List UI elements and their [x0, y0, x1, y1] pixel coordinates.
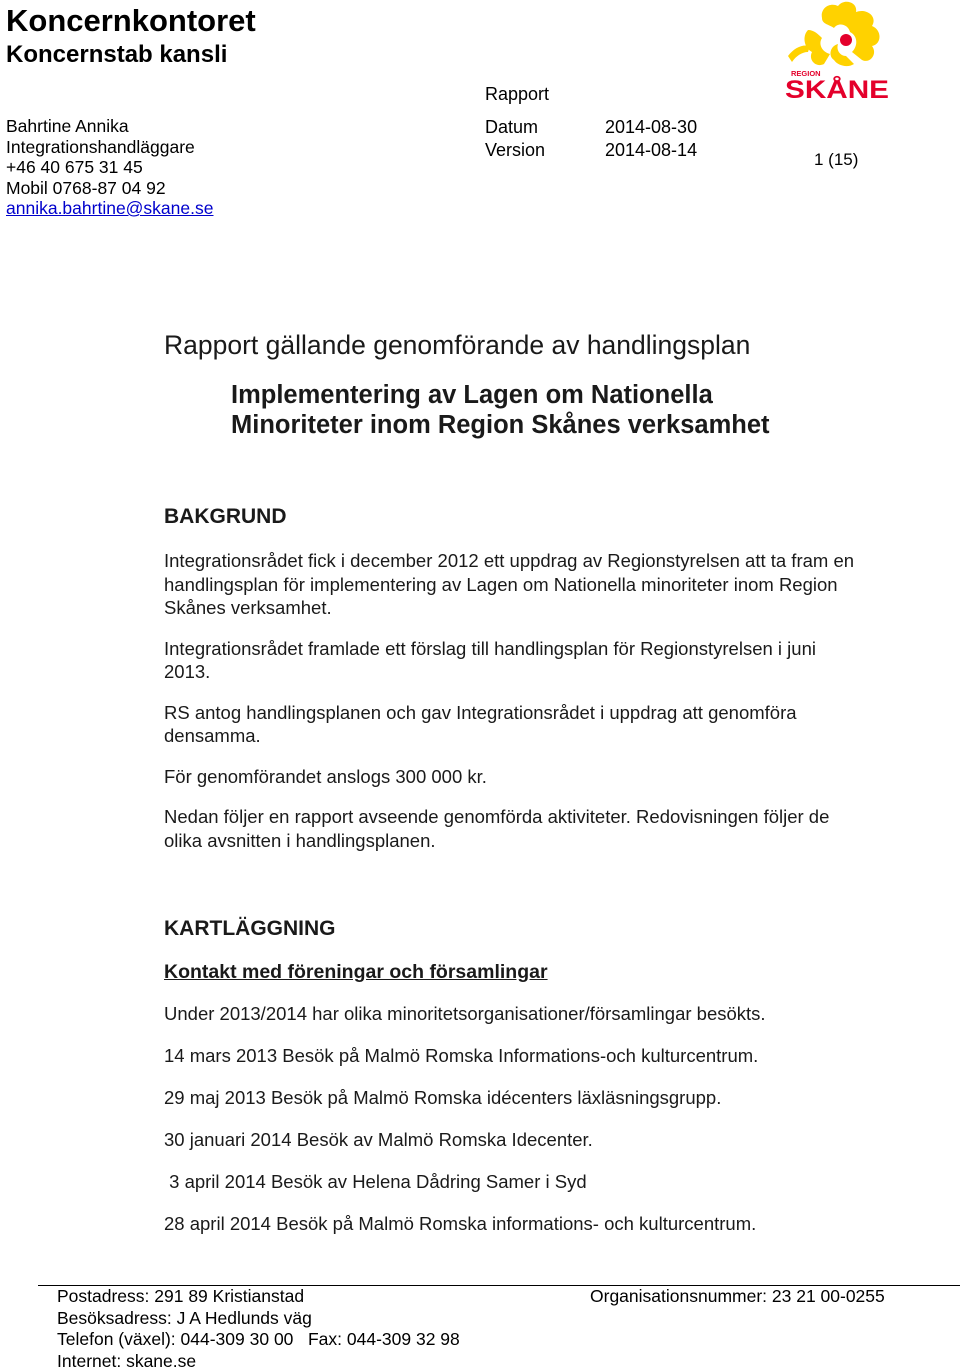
org-title: Koncernkontoret — [6, 3, 256, 38]
section-heading-kartlaggning: KARTLÄGGNING — [164, 917, 336, 940]
report-title: Rapport gällande genomförande av handlingsplan — [164, 330, 751, 360]
version-value: 2014-08-14 — [605, 140, 698, 160]
footer-visit-address: Besöksadress: J A Hedlunds väg — [57, 1307, 312, 1328]
kartlaggning-item: 14 mars 2013 Besök på Malmö Romska Informations-och kulturcentrum. — [164, 1045, 759, 1066]
report-subtitle-line-2: Minoriteter inom Region Skånes verksamhet — [231, 411, 770, 439]
contact-block — [6, 116, 213, 219]
contact-mobile: Mobil 0768-87 04 92 — [6, 177, 166, 198]
date-value: 2014-08-30 — [605, 117, 698, 137]
contact-phone: +46 40 675 31 45 — [6, 157, 143, 177]
footer-phone-fax: Telefon (växel): 044-309 30 00 Fax: 044-309 32 98 — [57, 1329, 460, 1350]
contact-name: Bahrtine Annika — [6, 116, 129, 136]
footer-postal-address: Postadress: 291 89 Kristianstad — [57, 1286, 305, 1306]
contact-email-link[interactable]: annika.bahrtine@skane.se — [6, 198, 214, 218]
region-skane-logo — [782, 0, 894, 102]
document-body — [164, 503, 864, 1236]
report-subtitle — [231, 380, 770, 440]
logo-big-text: SKÅNE — [785, 76, 873, 102]
bakgrund-paragraph-4: För genomförandet anslogs 300 000 kr. — [164, 765, 487, 787]
bakgrund-paragraph-2: Integrationsrådet framlade ett förslag till handlingsplan för Regionstyrelsen i juni 2013. — [164, 637, 816, 682]
contact-role: Integrationshandläggare — [6, 136, 195, 157]
footer-internet: Internet: skane.se — [57, 1350, 197, 1371]
document-type: Rapport — [485, 84, 550, 104]
logo-small-text: REGION — [791, 69, 821, 78]
bakgrund-paragraph-1: Integrationsrådet fick i december 2012 ett uppdrag av Regionstyrelsen att ta fram en handlingsplan för implementering av Lagen om Nationella minoriteter inom Region Skånes verksamhet. — [164, 550, 855, 618]
kartlaggning-item: Under 2013/2014 har olika minoritetsorganisationer/församlingar besökts. — [164, 1003, 766, 1024]
page-number: 1 (15) — [814, 150, 859, 169]
kartlaggning-item: 3 april 2014 Besök av Helena Dådring Samer i Syd — [164, 1171, 587, 1192]
report-subtitle-line-1: Implementering av Lagen om Nationella — [231, 381, 713, 409]
version-label: Version — [485, 140, 546, 160]
section-heading-bakgrund: BAKGRUND — [164, 505, 287, 528]
subheading-kontakt: Kontakt med föreningar och församlingar — [164, 961, 548, 983]
bakgrund-paragraph-3: RS antog handlingsplanen och gav Integrationsrådet i uppdrag att genomföra densamma. — [164, 701, 797, 746]
org-subtitle: Koncernstab kansli — [6, 41, 228, 68]
footer-org-number: Organisationsnummer: 23 21 00-0255 — [590, 1286, 885, 1306]
kartlaggning-item: 29 maj 2013 Besök på Malmö Romska idécenters läxläsningsgrupp. — [164, 1087, 722, 1108]
kartlaggning-item: 30 januari 2014 Besök av Malmö Romska Idecenter. — [164, 1129, 593, 1150]
footer-address-block — [57, 1286, 460, 1372]
kartlaggning-item: 28 april 2014 Besök på Malmö Romska informations- och kulturcentrum. — [164, 1213, 757, 1234]
bakgrund-paragraph-5: Nedan följer en rapport avseende genomförda aktiviteter. Redovisningen följer de olika avsnitten i handlingsplanen. — [164, 806, 830, 851]
date-label: Datum — [485, 117, 539, 137]
